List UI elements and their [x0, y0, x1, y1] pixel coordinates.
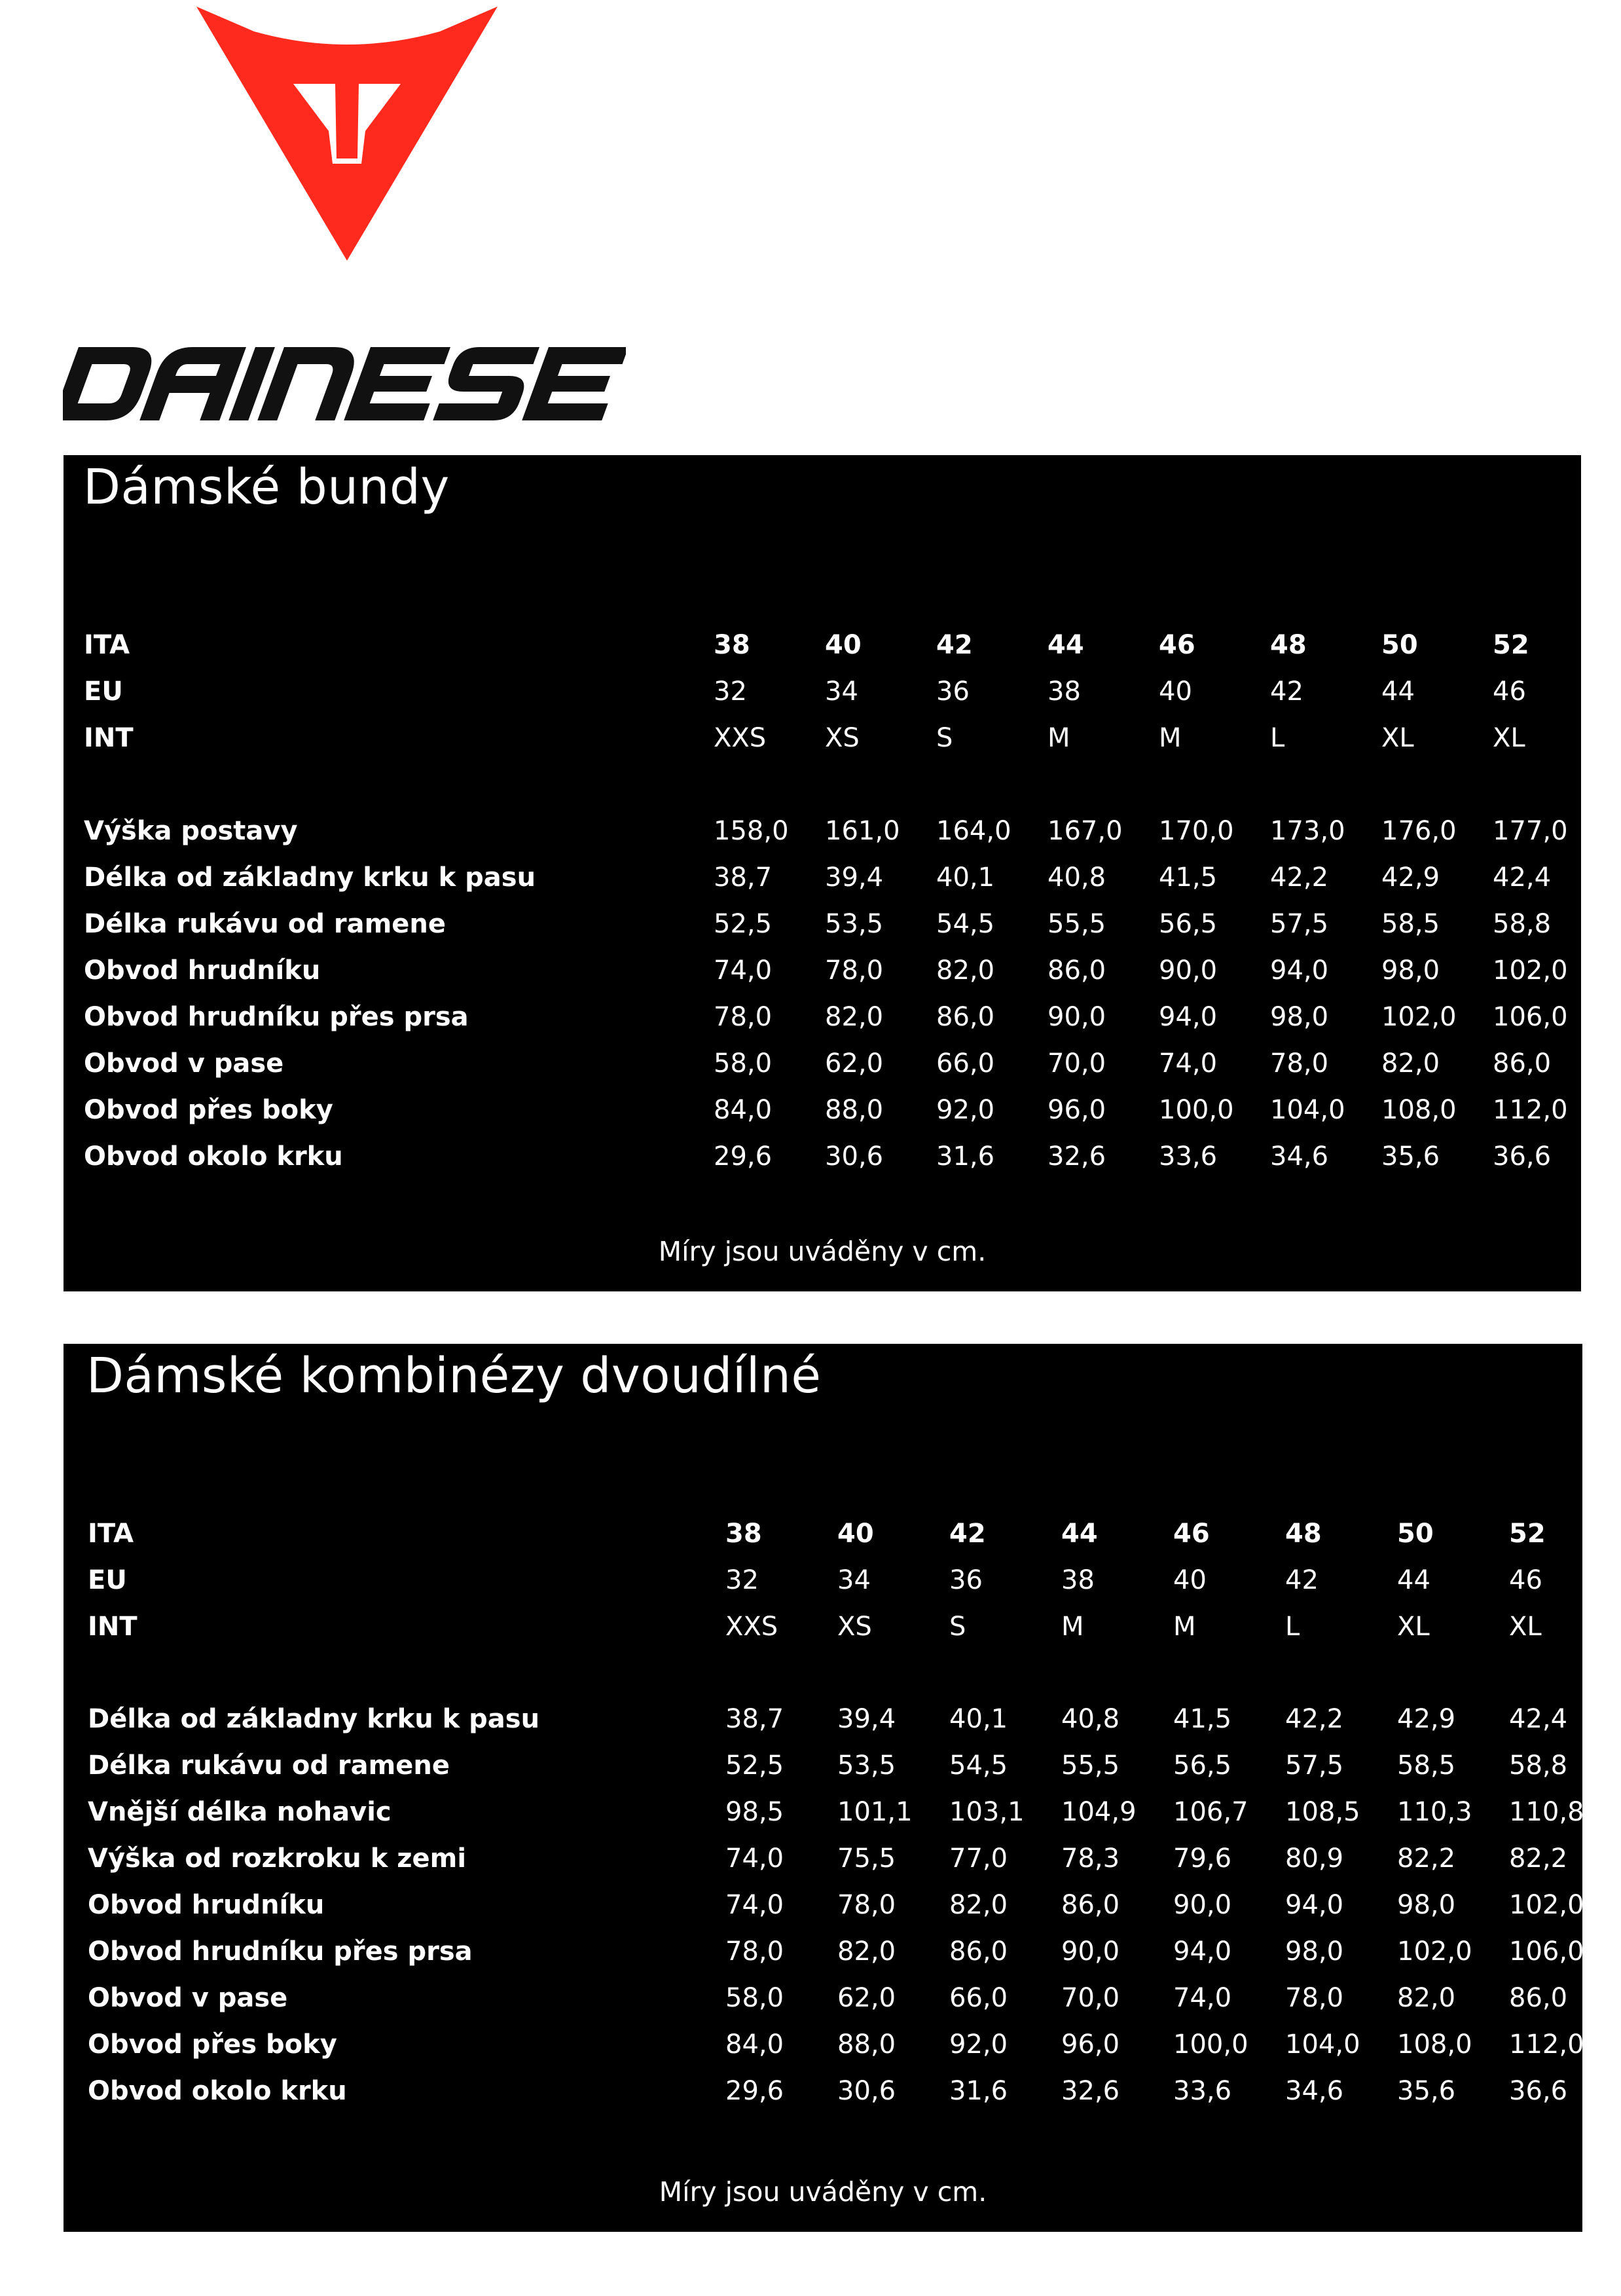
table-cell: 80,9 — [1285, 1843, 1344, 1874]
table-cell: 35,6 — [1397, 2076, 1456, 2106]
table-cell: 170,0 — [1159, 816, 1234, 846]
table-cell: 90,0 — [1047, 1002, 1106, 1032]
table-cell: 38 — [714, 630, 750, 660]
table-cell: 167,0 — [1047, 816, 1123, 846]
table-cell: 78,0 — [1270, 1048, 1329, 1079]
table-cell: 106,0 — [1509, 1936, 1584, 1967]
table-cell: 42,4 — [1509, 1704, 1568, 1734]
table-cell: XL — [1381, 723, 1414, 753]
row-label: Obvod hrudníku — [88, 1890, 325, 1920]
table-cell: 40,8 — [1047, 862, 1106, 893]
table-cell: 103,1 — [949, 1797, 1025, 1827]
table-cell: 88,0 — [825, 1095, 884, 1125]
table-cell: 102,0 — [1493, 955, 1568, 986]
table-cell: 58,5 — [1397, 1750, 1456, 1781]
table-cell: S — [949, 1612, 966, 1642]
table-cell: 98,0 — [1397, 1890, 1456, 1920]
table-cell: 42 — [949, 1519, 986, 1549]
table-cell: 62,0 — [825, 1048, 884, 1079]
table-cell: 86,0 — [1061, 1890, 1120, 1920]
table-cell: 70,0 — [1047, 1048, 1106, 1079]
table-cell: 53,5 — [825, 909, 884, 939]
table-cell: 38 — [725, 1519, 762, 1549]
table-cell: 29,6 — [714, 1141, 773, 1172]
table-cell: 86,0 — [1047, 955, 1106, 986]
size-table — [64, 1344, 1582, 2232]
table-cell: 98,0 — [1285, 1936, 1344, 1967]
row-label: ITA — [84, 630, 130, 660]
table-cell: 44 — [1047, 630, 1084, 660]
size-chart-panel-two-piece-suits — [64, 1344, 1582, 2232]
table-cell: 102,0 — [1509, 1890, 1584, 1920]
table-cell: 30,6 — [825, 1141, 884, 1172]
table-cell: 84,0 — [714, 1095, 773, 1125]
table-cell: XXS — [725, 1612, 778, 1642]
row-label: ITA — [88, 1519, 134, 1549]
table-cell: 55,5 — [1061, 1750, 1120, 1781]
table-cell: 106,0 — [1493, 1002, 1568, 1032]
table-cell: 66,0 — [936, 1048, 995, 1079]
table-cell: 79,6 — [1173, 1843, 1232, 1874]
table-cell: 34,6 — [1270, 1141, 1329, 1172]
table-cell: 36,6 — [1509, 2076, 1568, 2106]
row-label: Délka rukávu od ramene — [88, 1750, 450, 1781]
table-cell: 53,5 — [837, 1750, 896, 1781]
row-label: Výška od rozkroku k zemi — [88, 1843, 467, 1874]
table-cell: 84,0 — [725, 2029, 784, 2060]
table-cell: 108,0 — [1397, 2029, 1472, 2060]
table-cell: 101,1 — [837, 1797, 913, 1827]
table-cell: 42,9 — [1381, 862, 1440, 893]
table-cell: 56,5 — [1173, 1750, 1232, 1781]
table-cell: XXS — [714, 723, 767, 753]
table-cell: 82,2 — [1397, 1843, 1456, 1874]
table-cell: 40 — [825, 630, 862, 660]
row-label: Délka rukávu od ramene — [84, 909, 446, 939]
table-cell: 90,0 — [1061, 1936, 1120, 1967]
table-cell: 96,0 — [1061, 2029, 1120, 2060]
table-cell: 62,0 — [837, 1983, 896, 2013]
table-cell: 112,0 — [1509, 2029, 1584, 2060]
table-cell: 86,0 — [949, 1936, 1008, 1967]
table-cell: 74,0 — [725, 1890, 784, 1920]
table-cell: 78,0 — [1285, 1983, 1344, 2013]
table-cell: 52,5 — [714, 909, 773, 939]
table-cell: 110,3 — [1397, 1797, 1472, 1827]
table-cell: 102,0 — [1381, 1002, 1457, 1032]
table-cell: 58,8 — [1509, 1750, 1568, 1781]
table-cell: 98,5 — [725, 1797, 784, 1827]
table-cell: 50 — [1381, 630, 1418, 660]
table-cell: 39,4 — [825, 862, 884, 893]
table-cell: 46 — [1173, 1519, 1210, 1549]
table-cell: 44 — [1397, 1565, 1430, 1595]
table-cell: 40 — [837, 1519, 874, 1549]
row-label: Obvod přes boky — [84, 1095, 333, 1125]
table-cell: 98,0 — [1270, 1002, 1329, 1032]
table-cell: 94,0 — [1285, 1890, 1344, 1920]
table-cell: 50 — [1397, 1519, 1434, 1549]
table-cell: 46 — [1509, 1565, 1542, 1595]
table-cell: 158,0 — [714, 816, 789, 846]
table-cell: 38,7 — [725, 1704, 784, 1734]
table-cell: 86,0 — [936, 1002, 995, 1032]
table-cell: 86,0 — [1493, 1048, 1552, 1079]
table-cell: 29,6 — [725, 2076, 784, 2106]
table-cell: 104,9 — [1061, 1797, 1137, 1827]
table-cell: 66,0 — [949, 1983, 1008, 2013]
table-cell: 82,0 — [825, 1002, 884, 1032]
table-cell: 55,5 — [1047, 909, 1106, 939]
table-cell: 94,0 — [1159, 1002, 1218, 1032]
table-cell: 57,5 — [1285, 1750, 1344, 1781]
table-cell: 54,5 — [949, 1750, 1008, 1781]
table-cell: 173,0 — [1270, 816, 1345, 846]
table-cell: 176,0 — [1381, 816, 1457, 846]
table-cell: 94,0 — [1270, 955, 1329, 986]
table-cell: 74,0 — [1159, 1048, 1218, 1079]
table-cell: 82,0 — [1381, 1048, 1440, 1079]
table-cell: 164,0 — [936, 816, 1011, 846]
table-title: Dámské kombinézy dvoudílné — [86, 1348, 822, 1404]
table-cell: 90,0 — [1159, 955, 1218, 986]
table-cell: 57,5 — [1270, 909, 1329, 939]
table-cell: 82,2 — [1509, 1843, 1568, 1874]
table-cell: 104,0 — [1285, 2029, 1360, 2060]
size-chart-panel-jackets — [64, 455, 1581, 1291]
row-label: Obvod okolo krku — [84, 1141, 343, 1172]
table-cell: M — [1173, 1612, 1196, 1642]
row-label: Obvod v pase — [84, 1048, 284, 1079]
table-cell: 74,0 — [714, 955, 773, 986]
table-cell: 42,4 — [1493, 862, 1552, 893]
table-cell: 88,0 — [837, 2029, 896, 2060]
table-cell: 34 — [825, 676, 858, 707]
table-cell: 40,1 — [949, 1704, 1008, 1734]
table-cell: 94,0 — [1173, 1936, 1232, 1967]
table-title: Dámské bundy — [83, 459, 450, 515]
table-cell: 58,8 — [1493, 909, 1552, 939]
table-cell: 78,3 — [1061, 1843, 1120, 1874]
table-cell: 96,0 — [1047, 1095, 1106, 1125]
table-cell: 44 — [1061, 1519, 1098, 1549]
table-cell: 82,0 — [949, 1890, 1008, 1920]
table-cell: 44 — [1381, 676, 1415, 707]
table-cell: 38,7 — [714, 862, 773, 893]
table-cell: 161,0 — [825, 816, 900, 846]
table-cell: 70,0 — [1061, 1983, 1120, 2013]
table-cell: 82,0 — [1397, 1983, 1456, 2013]
table-cell: 41,5 — [1173, 1704, 1232, 1734]
table-cell: 86,0 — [1509, 1983, 1568, 2013]
table-cell: XS — [825, 723, 860, 753]
table-cell: 42 — [1270, 676, 1303, 707]
row-label: EU — [88, 1565, 127, 1595]
row-label: Obvod hrudníku přes prsa — [84, 1002, 469, 1032]
table-cell: 48 — [1285, 1519, 1322, 1549]
table-cell: 35,6 — [1381, 1141, 1440, 1172]
table-cell: 82,0 — [837, 1936, 896, 1967]
table-cell: 30,6 — [837, 2076, 896, 2106]
row-label: Obvod hrudníku — [84, 955, 321, 986]
table-cell: 58,0 — [714, 1048, 773, 1079]
table-cell: 38 — [1047, 676, 1081, 707]
table-cell: XS — [837, 1612, 872, 1642]
table-cell: M — [1159, 723, 1182, 753]
table-cell: 106,7 — [1173, 1797, 1248, 1827]
table-cell: 32 — [714, 676, 747, 707]
table-cell: 78,0 — [837, 1890, 896, 1920]
row-label: INT — [84, 723, 134, 753]
table-cell: 46 — [1159, 630, 1195, 660]
table-cell: 41,5 — [1159, 862, 1218, 893]
table-cell: 42,2 — [1270, 862, 1329, 893]
table-cell: 90,0 — [1173, 1890, 1232, 1920]
table-cell: 31,6 — [936, 1141, 995, 1172]
table-cell: 104,0 — [1270, 1095, 1345, 1125]
table-cell: 92,0 — [949, 2029, 1008, 2060]
row-label: Obvod okolo krku — [88, 2076, 347, 2106]
table-cell: 78,0 — [725, 1936, 784, 1967]
units-footnote: Míry jsou uváděny v cm. — [659, 2176, 987, 2208]
table-cell: 38 — [1061, 1565, 1095, 1595]
table-cell: 77,0 — [949, 1843, 1008, 1874]
table-cell: XL — [1493, 723, 1525, 753]
table-cell: 33,6 — [1159, 1141, 1218, 1172]
row-label: Obvod přes boky — [88, 2029, 337, 2060]
table-cell: 112,0 — [1493, 1095, 1568, 1125]
table-cell: 34,6 — [1285, 2076, 1344, 2106]
table-cell: 58,0 — [725, 1983, 784, 2013]
table-cell: 42 — [1285, 1565, 1319, 1595]
table-cell: 52 — [1509, 1519, 1546, 1549]
row-label: Obvod hrudníku přes prsa — [88, 1936, 473, 1967]
row-label: Obvod v pase — [88, 1983, 288, 2013]
table-cell: 78,0 — [825, 955, 884, 986]
table-cell: 110,8 — [1509, 1797, 1584, 1827]
table-cell: 74,0 — [725, 1843, 784, 1874]
table-cell: 32,6 — [1061, 2076, 1120, 2106]
table-cell: 39,4 — [837, 1704, 896, 1734]
table-cell: M — [1061, 1612, 1084, 1642]
table-cell: 40 — [1173, 1565, 1207, 1595]
table-cell: 100,0 — [1159, 1095, 1234, 1125]
table-cell: 108,0 — [1381, 1095, 1457, 1125]
table-cell: 52,5 — [725, 1750, 784, 1781]
table-cell: 177,0 — [1493, 816, 1568, 846]
dainese-wordmark — [63, 347, 626, 420]
table-cell: 102,0 — [1397, 1936, 1472, 1967]
table-cell: 42,2 — [1285, 1704, 1344, 1734]
table-cell: 32,6 — [1047, 1141, 1106, 1172]
table-cell: 75,5 — [837, 1843, 896, 1874]
table-cell: 48 — [1270, 630, 1307, 660]
table-cell: M — [1047, 723, 1070, 753]
table-cell: 98,0 — [1381, 955, 1440, 986]
table-cell: 34 — [837, 1565, 871, 1595]
table-cell: 108,5 — [1285, 1797, 1360, 1827]
table-cell: XL — [1509, 1612, 1542, 1642]
table-cell: 78,0 — [714, 1002, 773, 1032]
table-cell: 36 — [936, 676, 970, 707]
table-cell: 42,9 — [1397, 1704, 1456, 1734]
table-cell: 82,0 — [936, 955, 995, 986]
table-cell: L — [1270, 723, 1285, 753]
table-cell: XL — [1397, 1612, 1430, 1642]
row-label: EU — [84, 676, 123, 707]
table-cell: 36 — [949, 1565, 983, 1595]
table-cell: 58,5 — [1381, 909, 1440, 939]
table-cell: 42 — [936, 630, 973, 660]
size-table — [64, 455, 1581, 1291]
table-cell: 54,5 — [936, 909, 995, 939]
table-cell: 31,6 — [949, 2076, 1008, 2106]
table-cell: L — [1285, 1612, 1300, 1642]
table-cell: 74,0 — [1173, 1983, 1232, 2013]
table-cell: 100,0 — [1173, 2029, 1248, 2060]
row-label: Délka od základny krku k pasu — [84, 862, 536, 893]
table-cell: 36,6 — [1493, 1141, 1552, 1172]
table-cell: 56,5 — [1159, 909, 1218, 939]
table-cell: S — [936, 723, 953, 753]
table-cell: 40,1 — [936, 862, 995, 893]
table-cell: 46 — [1493, 676, 1526, 707]
row-label: Výška postavy — [84, 816, 298, 846]
table-cell: 32 — [725, 1565, 759, 1595]
table-cell: 40,8 — [1061, 1704, 1120, 1734]
row-label: INT — [88, 1612, 137, 1642]
table-cell: 52 — [1493, 630, 1529, 660]
row-label: Délka od základny krku k pasu — [88, 1704, 540, 1734]
units-footnote: Míry jsou uváděny v cm. — [658, 1236, 987, 1267]
table-cell: 40 — [1159, 676, 1192, 707]
table-cell: 92,0 — [936, 1095, 995, 1125]
table-cell: 33,6 — [1173, 2076, 1232, 2106]
row-label: Vnější délka nohavic — [88, 1797, 392, 1827]
dainese-demon-icon — [196, 7, 498, 261]
